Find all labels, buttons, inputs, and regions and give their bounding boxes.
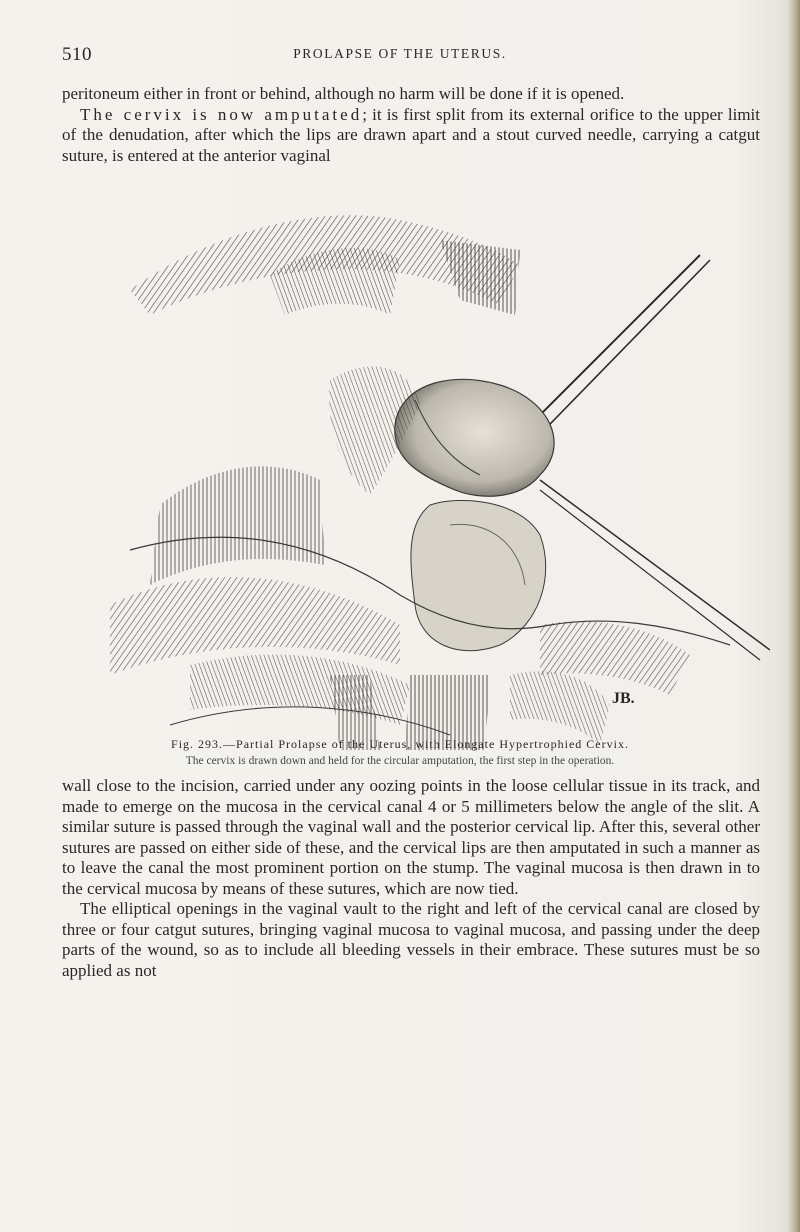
bottom-text-block (62, 776, 760, 981)
paragraph-suture-procedure: wall close to the incision, carried under any oozing points in the loose cellular tissue in its track, and made to emerge on the mucosa in the cervical canal 4 or 5 millimeters below the angle of the slit. A similar suture is passed through the vaginal wall and the posterior cervical lip. After this, several other sutures are passed on either side of these, and the cervical lips are then amputated in such a manner as to leave the canal the most prominent portion on the stump. The vaginal mucosa is then drawn in to the cervical mucosa by means of these sutures, which are now tied. (62, 776, 760, 898)
top-text-block (62, 84, 760, 166)
page-edge-shadow (788, 0, 800, 1232)
figure-caption-subtitle: The cervix is drawn down and held for the circular amputation, the first step in the operation. (185, 755, 615, 767)
paragraph-continuation: peritoneum either in front or behind, although no harm will be done if it is opened. (62, 84, 625, 103)
paragraph-cervix-amputation (62, 105, 760, 167)
artist-signature: JB. (612, 690, 635, 707)
paragraph-text: ; it is first split from its external orifice to the upper limit of the denudation, after which the lips are drawn apart and a stout curved needle, carrying a catgut suture, is entered at the anterior vaginal (62, 104, 761, 165)
surgical-illustration (70, 205, 770, 750)
spaced-emphasis: The cervix is now amputated (80, 104, 363, 124)
paragraph-elliptical-openings: The elliptical openings in the vaginal vault to the right and left of the cervical canal are closed by three or four catgut sutures, bringing vaginal mucosa to vaginal mucosa, and passing under the deep parts of the wound, so as to include all bleeding vessels in their embrace. These sutures must be so applied as not (62, 899, 760, 980)
page-number: 510 (62, 44, 92, 65)
figure-caption-title: Fig. 293.—Partial Prolapse of the Uterus, with Elongate Hypertrophied Cervix. (171, 737, 629, 751)
running-head: PROLAPSE OF THE UTERUS. (293, 46, 507, 61)
